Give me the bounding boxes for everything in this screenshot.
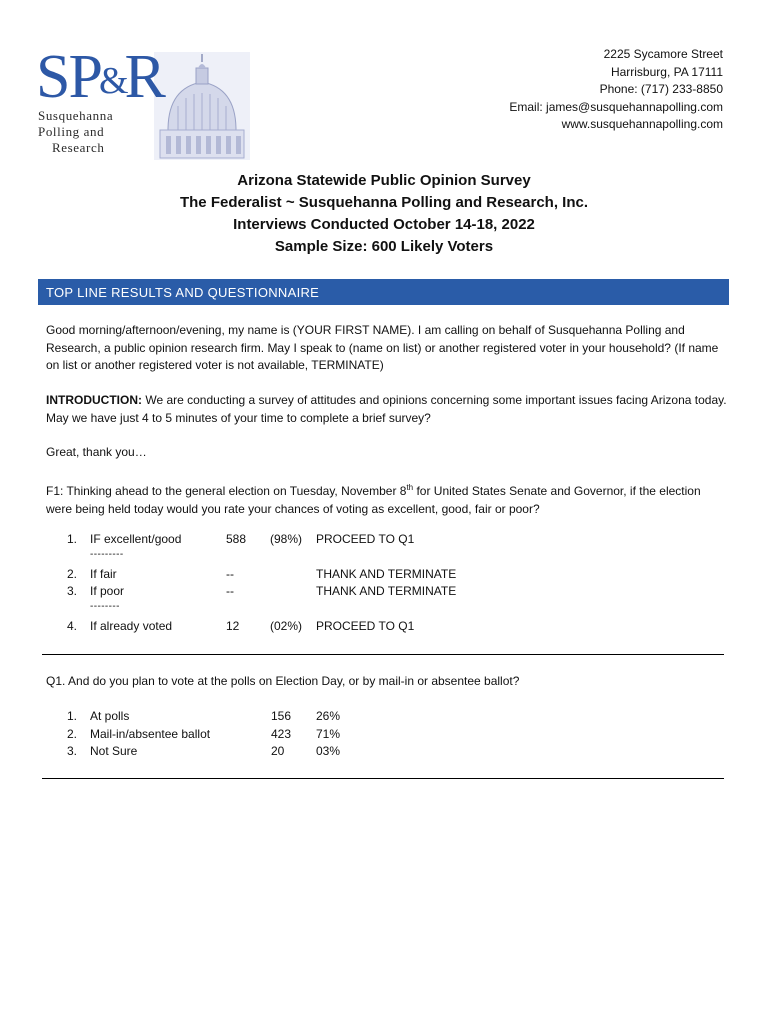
- option-percent: 03%: [316, 744, 341, 758]
- section-header-bar: TOP LINE RESULTS AND QUESTIONNAIRE: [38, 279, 729, 305]
- option-label: If fair: [90, 567, 117, 581]
- option-count: 12: [226, 619, 240, 633]
- f1-question-part-1: F1: Thinking ahead to the general election on Tuesday, November 8: [46, 484, 407, 498]
- option-label: If poor: [90, 584, 125, 598]
- survey-sample-size: Sample Size: 600 Likely Voters: [274, 238, 494, 255]
- option-action: THANK AND TERMINATE: [316, 584, 457, 598]
- option-count: 588: [226, 532, 247, 546]
- option-count: 156: [271, 709, 292, 723]
- option-number: 3.: [67, 744, 78, 758]
- separator-dashes: --------: [90, 601, 120, 612]
- capitol-dome-icon: [154, 52, 250, 160]
- option-number: 2.: [67, 727, 78, 741]
- option-count: --: [226, 567, 234, 581]
- contact-city: Harrisburg, PA 17111: [610, 64, 723, 79]
- f1-question: [46, 479, 728, 518]
- option-number: 1.: [67, 709, 78, 723]
- contact-email[interactable]: Email: james@susquehannapolling.com: [509, 99, 723, 114]
- logo-line-3: Research: [52, 140, 105, 155]
- q1-question: Q1. And do you plan to vote at the polls on Election Day, or by mail-in or absentee ballot?: [46, 674, 520, 688]
- f1-question-superscript: th: [406, 483, 414, 492]
- option-label: IF excellent/good: [90, 532, 182, 546]
- option-action: PROCEED TO Q1: [316, 532, 415, 546]
- contact-phone: Phone: (717) 233-8850: [599, 82, 723, 96]
- option-percent: (98%): [270, 532, 303, 546]
- option-count: 423: [271, 727, 292, 741]
- contact-street: 2225 Sycamore Street: [603, 47, 723, 61]
- survey-title-block: [0, 170, 768, 258]
- option-action: THANK AND TERMINATE: [316, 567, 457, 581]
- option-count: --: [226, 584, 234, 598]
- option-label: Mail-in/absentee ballot: [90, 727, 211, 741]
- introduction-label: INTRODUCTION:: [46, 393, 142, 407]
- survey-sponsor: The Federalist ~ Susquehanna Polling and Research, Inc.: [179, 194, 589, 211]
- sp-r-logo: [36, 44, 216, 160]
- introduction-text: We are conducting a survey of attitudes and opinions concerning some important issues facing Arizona today. May we have just 4 to 5 minutes of your time to complete a brief survey?: [46, 393, 727, 425]
- option-percent: 26%: [316, 709, 341, 723]
- option-count: 20: [271, 744, 285, 758]
- option-label: If already voted: [90, 619, 173, 633]
- option-number: 4.: [67, 619, 78, 633]
- logo-line-1: Susquehanna: [38, 108, 114, 123]
- greeting-paragraph: Good morning/afternoon/evening, my name is (YOUR FIRST NAME). I am calling on behalf of Susquehanna Polling and Research, a public opinion research firm. May I speak to (name on list) or another registered voter in your household? (If name on list or another registered voter is not available, TERMINATE): [46, 323, 719, 372]
- logo-line-2: Polling and: [38, 124, 105, 139]
- f1-question-part-2: for United States Senate and Governor, if the election were being held today would you rate your chances of voting as excellent, good, fair or poor?: [46, 484, 701, 516]
- thanks-line: Great, thank you…: [46, 445, 147, 459]
- option-label: Not Sure: [90, 744, 138, 758]
- contact-block: [509, 46, 723, 134]
- option-number: 1.: [67, 532, 78, 546]
- survey-title: Arizona Statewide Public Opinion Survey: [237, 172, 531, 189]
- option-percent: 71%: [316, 727, 341, 741]
- option-action: PROCEED TO Q1: [316, 619, 415, 633]
- divider-rule: [42, 778, 724, 779]
- separator-dashes: ---------: [90, 549, 124, 560]
- introduction-paragraph: [46, 392, 728, 427]
- option-number: 2.: [67, 567, 78, 581]
- option-number: 3.: [67, 584, 78, 598]
- option-label: At polls: [90, 709, 130, 723]
- survey-dates: Interviews Conducted October 14-18, 2022: [233, 216, 535, 233]
- contact-website[interactable]: www.susquehannapolling.com: [561, 117, 723, 131]
- option-percent: (02%): [270, 619, 303, 633]
- divider-rule: [42, 654, 724, 655]
- logo-mark: SP&R: [36, 43, 164, 111]
